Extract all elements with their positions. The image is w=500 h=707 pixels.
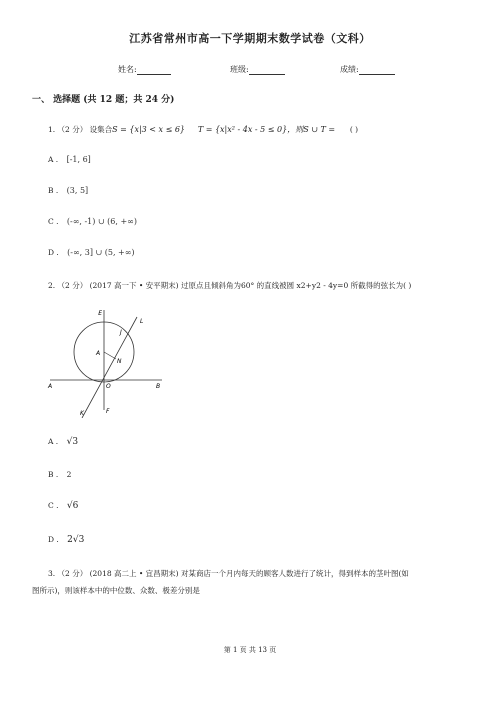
- q1-stem: 设集合: [89, 125, 113, 134]
- q3-line2: 图所示)，则该样本中的中位数、众数、极差分别是: [32, 586, 200, 595]
- q2-option-a-content: √3: [66, 437, 79, 447]
- q2-option-d[interactable]: [48, 535, 84, 545]
- class-blank[interactable]: [249, 65, 285, 75]
- q1-option-d-label: D .: [48, 248, 59, 257]
- q2-number: 2.: [48, 281, 56, 290]
- question-1: [48, 124, 358, 135]
- q1-answer-paren: ( ): [349, 125, 359, 134]
- label-e: E: [98, 310, 102, 317]
- question-2: [48, 280, 411, 291]
- q1-option-b-label: B .: [48, 186, 59, 195]
- q1-option-a-label: A .: [48, 155, 59, 164]
- label-l: L: [140, 318, 144, 325]
- q2-option-d-label: D .: [48, 535, 59, 544]
- name-label: 姓名:: [118, 65, 137, 74]
- q2-text: (2017 高一下 • 安平期末) 过原点且倾斜角为60° 的直线被圆 x2+y2 - 4y=0 所截得的弦长为( ): [89, 281, 412, 290]
- class-label: 班级:: [230, 65, 249, 74]
- q1-option-d[interactable]: [48, 248, 135, 257]
- q2-option-d-content: 2√3: [67, 535, 85, 545]
- q1-option-d-content: (-∞, 3] ∪ (5, +∞): [67, 248, 135, 257]
- q1-score: （2 分）: [57, 125, 88, 134]
- q3-line1: (2018 高二上 • 宜昌期末) 对某商店一个月内每天的顾客人数进行了统计，得到样本的茎叶图(如: [89, 569, 409, 578]
- label-a-axis: A: [48, 383, 53, 390]
- q3-score: （2 分）: [57, 569, 88, 578]
- q2-option-b[interactable]: [48, 470, 71, 479]
- q2-option-a[interactable]: [48, 437, 78, 447]
- score-field[interactable]: [340, 64, 395, 75]
- question-3: [48, 568, 409, 579]
- inclined-line: [82, 317, 137, 418]
- q2-option-c-content: √6: [66, 501, 79, 511]
- q2-figure: [44, 304, 170, 418]
- page-footer: 第 1 页 共 13 页: [223, 646, 277, 654]
- q1-set-s: S = {x|3 < x ≤ 6}: [112, 125, 186, 134]
- q3-number: 3.: [48, 569, 56, 578]
- q1-ask: ，则S ∪ T =: [287, 125, 336, 134]
- perpendicular-segment: [104, 352, 116, 359]
- q1-set-t: T = {x|x² - 4x - 5 ≤ 0}: [197, 125, 288, 134]
- label-f: F: [106, 408, 110, 415]
- score-label: 成绩:: [340, 65, 359, 74]
- label-j: J: [120, 329, 122, 336]
- q2-option-c-label: C .: [48, 501, 59, 510]
- label-k: K: [80, 410, 84, 417]
- q1-option-a-content: [-1, 6]: [66, 155, 91, 164]
- q2-score: （2 分）: [57, 281, 88, 290]
- q1-option-b-content: (3, 5]: [66, 186, 89, 195]
- section-heading: 一、 选择题 (共 12 题；共 24 分): [32, 95, 175, 105]
- q2-option-a-label: A .: [48, 437, 59, 446]
- q1-option-b[interactable]: [48, 186, 88, 195]
- page-title: 江苏省常州市高一下学期期末数学试卷（文科）: [129, 32, 371, 45]
- q1-option-a[interactable]: [48, 155, 91, 164]
- label-o: O: [106, 383, 111, 390]
- q2-option-b-label: B .: [48, 470, 59, 479]
- name-blank[interactable]: [137, 65, 171, 75]
- name-field[interactable]: [118, 64, 171, 75]
- class-field[interactable]: [230, 64, 285, 75]
- q2-option-c[interactable]: [48, 501, 78, 511]
- q1-number: 1.: [48, 125, 56, 134]
- label-n: N: [117, 358, 122, 365]
- score-blank[interactable]: [359, 65, 395, 75]
- q1-option-c[interactable]: [48, 217, 137, 226]
- q2-option-b-content: 2: [66, 470, 72, 479]
- label-a-center: A: [96, 350, 101, 357]
- q1-option-c-content: (-∞, -1) ∪ (6, +∞): [66, 217, 137, 226]
- q1-option-c-label: C .: [48, 217, 59, 226]
- label-b: B: [156, 383, 161, 390]
